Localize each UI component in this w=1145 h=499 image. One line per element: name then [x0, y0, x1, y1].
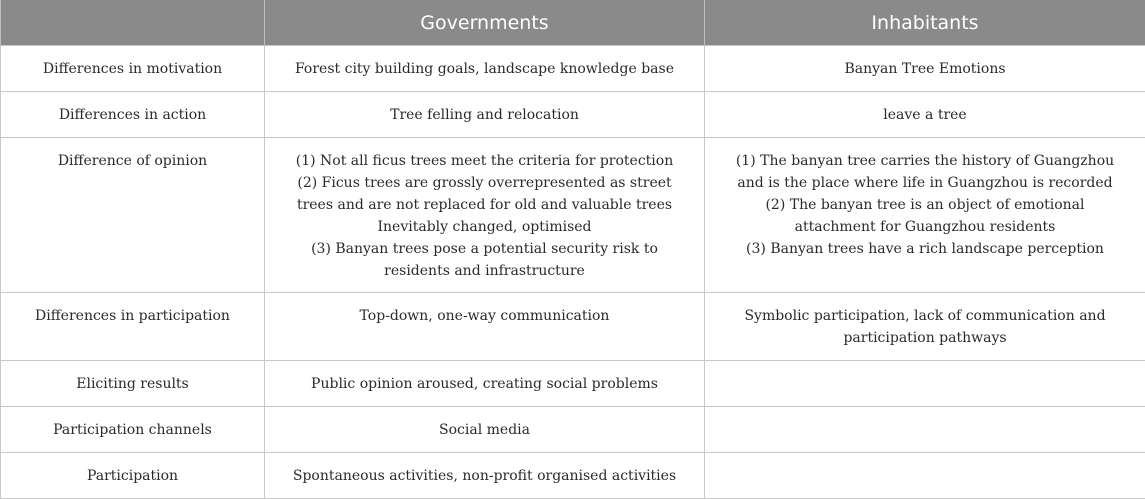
row-label: Eliciting results	[1, 361, 265, 407]
inhabitants-cell	[705, 138, 1145, 293]
cell-line: Inevitably changed, optimised	[277, 216, 692, 238]
table-row	[1, 138, 1145, 293]
governments-cell	[265, 453, 705, 499]
row-label: Differences in action	[1, 92, 265, 138]
inhabitants-cell	[705, 361, 1145, 407]
cell-line: Forest city building goals, landscape knowledge base	[277, 58, 692, 80]
governments-cell	[265, 138, 705, 293]
row-label: Difference of opinion	[1, 138, 265, 293]
cell-line: participation pathways	[717, 327, 1133, 349]
table-row	[1, 361, 1145, 407]
row-label: Participation	[1, 453, 265, 499]
cell-line: residents and infrastructure	[277, 260, 692, 282]
cell-line: (2) The banyan tree is an object of emotional	[717, 194, 1133, 216]
table-row	[1, 92, 1145, 138]
header-governments: Governments	[265, 0, 705, 46]
governments-cell	[265, 293, 705, 361]
cell-line: (3) Banyan trees pose a potential security risk to	[277, 238, 692, 260]
cell-line: (3) Banyan trees have a rich landscape perception	[717, 238, 1133, 260]
cell-line: (1) The banyan tree carries the history of Guangzhou	[717, 150, 1133, 172]
cell-line: Social media	[277, 419, 692, 441]
cell-line: and is the place where life in Guangzhou is recorded	[717, 172, 1133, 194]
cell-line: trees and are not replaced for old and valuable trees	[277, 194, 692, 216]
cell-line: (1) Not all ficus trees meet the criteria for protection	[277, 150, 692, 172]
cell-line: leave a tree	[717, 104, 1133, 126]
inhabitants-cell	[705, 46, 1145, 92]
inhabitants-cell	[705, 92, 1145, 138]
header-empty	[1, 0, 265, 46]
governments-cell	[265, 361, 705, 407]
inhabitants-cell	[705, 453, 1145, 499]
table-row	[1, 407, 1145, 453]
header-inhabitants: Inhabitants	[705, 0, 1145, 46]
row-label: Participation channels	[1, 407, 265, 453]
governments-cell	[265, 92, 705, 138]
cell-line: Top-down, one-way communication	[277, 305, 692, 327]
cell-line: Spontaneous activities, non-profit organised activities	[277, 465, 692, 487]
governments-cell	[265, 407, 705, 453]
table-row	[1, 453, 1145, 499]
cell-line: Tree felling and relocation	[277, 104, 692, 126]
governments-cell	[265, 46, 705, 92]
row-label: Differences in participation	[1, 293, 265, 361]
table-row	[1, 46, 1145, 92]
table-row	[1, 293, 1145, 361]
cell-line: Public opinion aroused, creating social problems	[277, 373, 692, 395]
inhabitants-cell	[705, 407, 1145, 453]
header-row	[1, 0, 1145, 46]
cell-line: Symbolic participation, lack of communication and	[717, 305, 1133, 327]
cell-line: (2) Ficus trees are grossly overrepresented as street	[277, 172, 692, 194]
row-label: Differences in motivation	[1, 46, 265, 92]
cell-line: attachment for Guangzhou residents	[717, 216, 1133, 238]
inhabitants-cell	[705, 293, 1145, 361]
cell-line: Banyan Tree Emotions	[717, 58, 1133, 80]
